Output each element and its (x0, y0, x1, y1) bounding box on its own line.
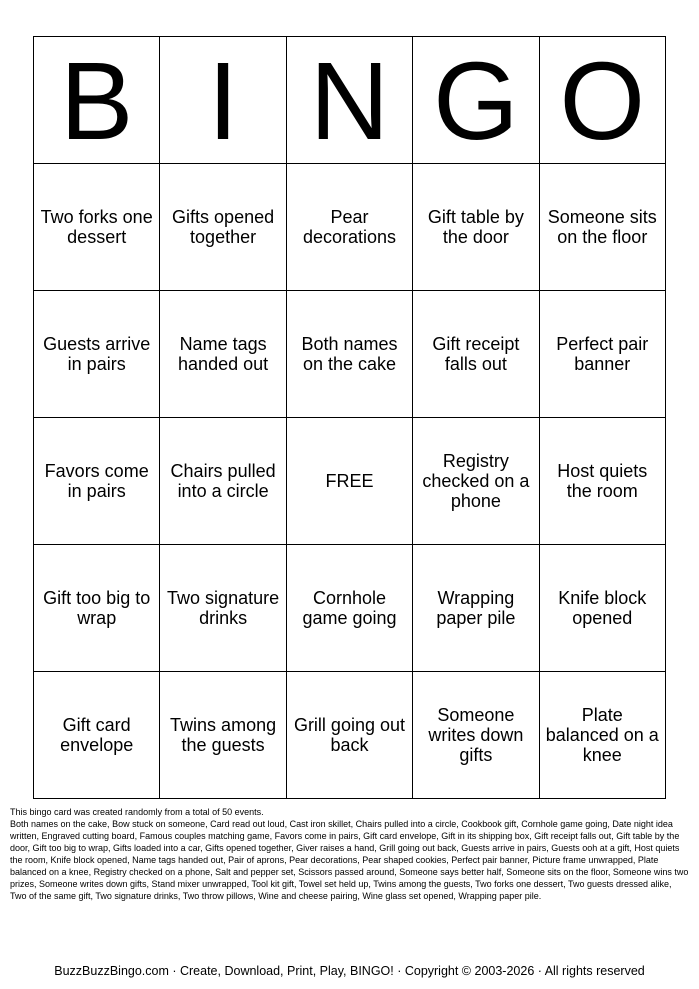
bingo-cell: Knife block opened (539, 545, 665, 672)
bingo-cell: Grill going out back (286, 672, 412, 799)
bingo-cell: Registry checked on a phone (413, 418, 539, 545)
bingo-cell: Gift table by the door (413, 164, 539, 291)
bingo-cell: Someone sits on the floor (539, 164, 665, 291)
event-list-note (10, 806, 690, 902)
header-letter-g: G (413, 37, 539, 164)
bingo-cell: Two forks one dessert (34, 164, 160, 291)
header-letter-n: N (286, 37, 412, 164)
bingo-cell: Name tags handed out (160, 291, 286, 418)
bingo-cell: Gifts opened together (160, 164, 286, 291)
header-letter-b: B (34, 37, 160, 164)
bingo-row (34, 672, 666, 799)
bingo-cell: Someone writes down gifts (413, 672, 539, 799)
bingo-row (34, 164, 666, 291)
header-letter-i: I (160, 37, 286, 164)
free-space-cell: FREE (286, 418, 412, 545)
bingo-row (34, 291, 666, 418)
bingo-cell: Gift receipt falls out (413, 291, 539, 418)
bingo-cell: Twins among the guests (160, 672, 286, 799)
bingo-cell: Chairs pulled into a circle (160, 418, 286, 545)
bingo-cell: Host quiets the room (539, 418, 665, 545)
bingo-cell: Gift card envelope (34, 672, 160, 799)
bingo-card (33, 36, 666, 799)
bingo-row (34, 418, 666, 545)
bingo-cell: Favors come in pairs (34, 418, 160, 545)
bingo-header-row (34, 37, 666, 164)
bingo-cell: Plate balanced on a knee (539, 672, 665, 799)
bingo-cell: Guests arrive in pairs (34, 291, 160, 418)
bingo-cell: Wrapping paper pile (413, 545, 539, 672)
bingo-row (34, 545, 666, 672)
bingo-cell: Pear decorations (286, 164, 412, 291)
note-events: Both names on the cake, Bow stuck on someone, Card read out loud, Cast iron skillet, Chairs pulled into a circle, Cookbook gift, Cornhole game going, Date night idea written, Engraved cutting board, Famous couples matching game, Favors come in pairs, Gift card envelope, Gift in its shipping box, Gift receipt falls out, Gift table by the door, Gift too big to wrap, Gifts loaded into a car, Gifts opened together, Giver raises a hand, Grill going out back, Guests arrive in pairs, Guests ooh at a gift, Host quiets the room, Knife block opened, Name tags handed out, Pair of aprons, Pear decorations, Pear shaped cookies, Perfect pair banner, Picture frame unwrapped, Plate balanced on a knee, Registry checked on a phone, Salt and pepper set, Scissors passed around, Someone says better half, Someone sits on the floor, Someone wins two prizes, Someone writes down gifts, Stand mixer unwrapped, Tool kit gift, Towel set held up, Twins among the guests, Two forks one dessert, Two guests dressed alike, Two of the same gift, Two signature drinks, Two throw pillows, Wine and cheese pairing, Wine glass set opened, Wrapping paper pile. (10, 819, 689, 901)
bingo-cell: Gift too big to wrap (34, 545, 160, 672)
copyright-footer: BuzzBuzzBingo.com · Create, Download, Print, Play, BINGO! · Copyright © 2003-2026 · All rights reserved (54, 964, 645, 978)
note-intro: This bingo card was created randomly from a total of 50 events. (10, 807, 264, 817)
bingo-cell: Two signature drinks (160, 545, 286, 672)
bingo-cell: Cornhole game going (286, 545, 412, 672)
header-letter-o: O (539, 37, 665, 164)
bingo-cell: Both names on the cake (286, 291, 412, 418)
bingo-cell: Perfect pair banner (539, 291, 665, 418)
